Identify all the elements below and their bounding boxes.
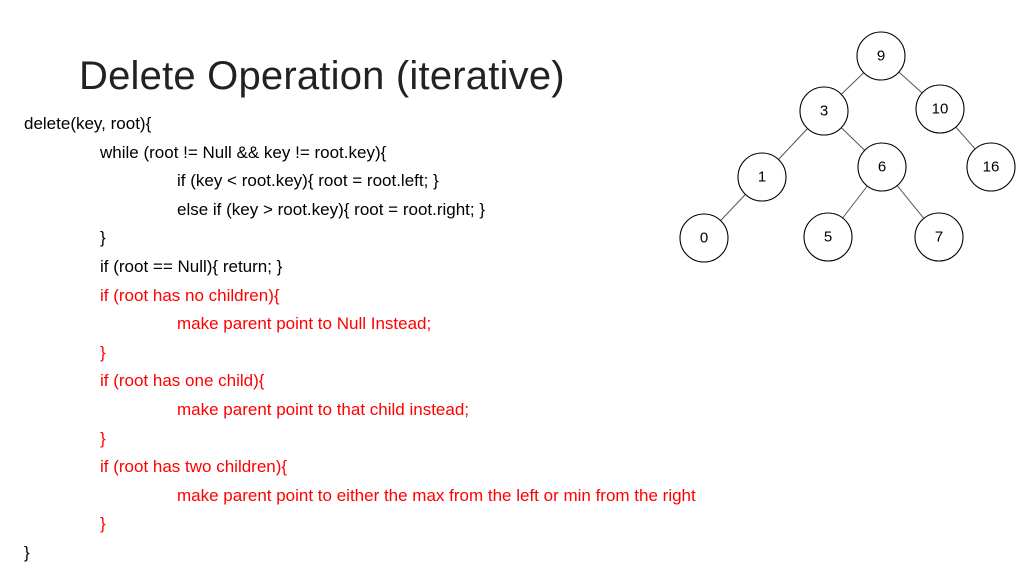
code-line: if (root has one child){	[100, 371, 265, 391]
tree-edge	[899, 72, 922, 93]
code-line: make parent point to either the max from the left or min from the right	[177, 485, 696, 505]
slide-title: Delete Operation (iterative)	[79, 54, 565, 98]
tree-node-label: 0	[699, 229, 709, 247]
code-line: else if (key > root.key){ root = root.right; }	[177, 199, 486, 219]
tree-edge	[956, 127, 975, 149]
tree-edge	[843, 186, 868, 218]
tree-node-label: 10	[931, 100, 949, 118]
tree-node-label: 16	[982, 158, 1000, 176]
tree-node-label: 5	[823, 228, 833, 246]
tree-edge	[841, 73, 863, 95]
tree-node-1	[738, 153, 786, 201]
code-line: if (root has no children){	[100, 285, 280, 305]
tree-node-label: 9	[876, 47, 886, 65]
code-line: }	[24, 543, 30, 562]
tree-node-label: 3	[819, 102, 829, 120]
tree-edge	[841, 128, 864, 151]
tree-edge	[778, 128, 807, 159]
code-line: }	[100, 514, 106, 534]
tree-node-label: 7	[934, 228, 944, 246]
tree-node-16	[967, 143, 1015, 191]
tree-node-label: 6	[877, 158, 887, 176]
tree-node-9	[857, 32, 905, 80]
tree-node-6	[858, 143, 906, 191]
code-line: }	[100, 228, 106, 248]
code-line: while (root != Null && key != root.key){	[100, 142, 387, 162]
tree-node-0	[680, 214, 728, 262]
tree-node-3	[800, 87, 848, 135]
tree-node-7	[915, 213, 963, 261]
code-line: if (root == Null){ return; }	[100, 257, 283, 276]
tree-node-5	[804, 213, 852, 261]
code-line: delete(key, root){	[24, 114, 152, 133]
tree-node-10	[916, 85, 964, 133]
code-line: if (root has two children){	[100, 457, 288, 477]
code-line: make parent point to that child instead;	[177, 400, 470, 419]
code-line: make parent point to Null Instead;	[177, 314, 432, 334]
code-line: if (key < root.key){ root = root.left; }	[177, 171, 439, 191]
tree-edge	[897, 186, 924, 219]
tree-edge	[721, 194, 746, 220]
code-line: }	[100, 428, 106, 448]
tree-node-label: 1	[757, 168, 767, 186]
code-line: }	[100, 342, 106, 362]
